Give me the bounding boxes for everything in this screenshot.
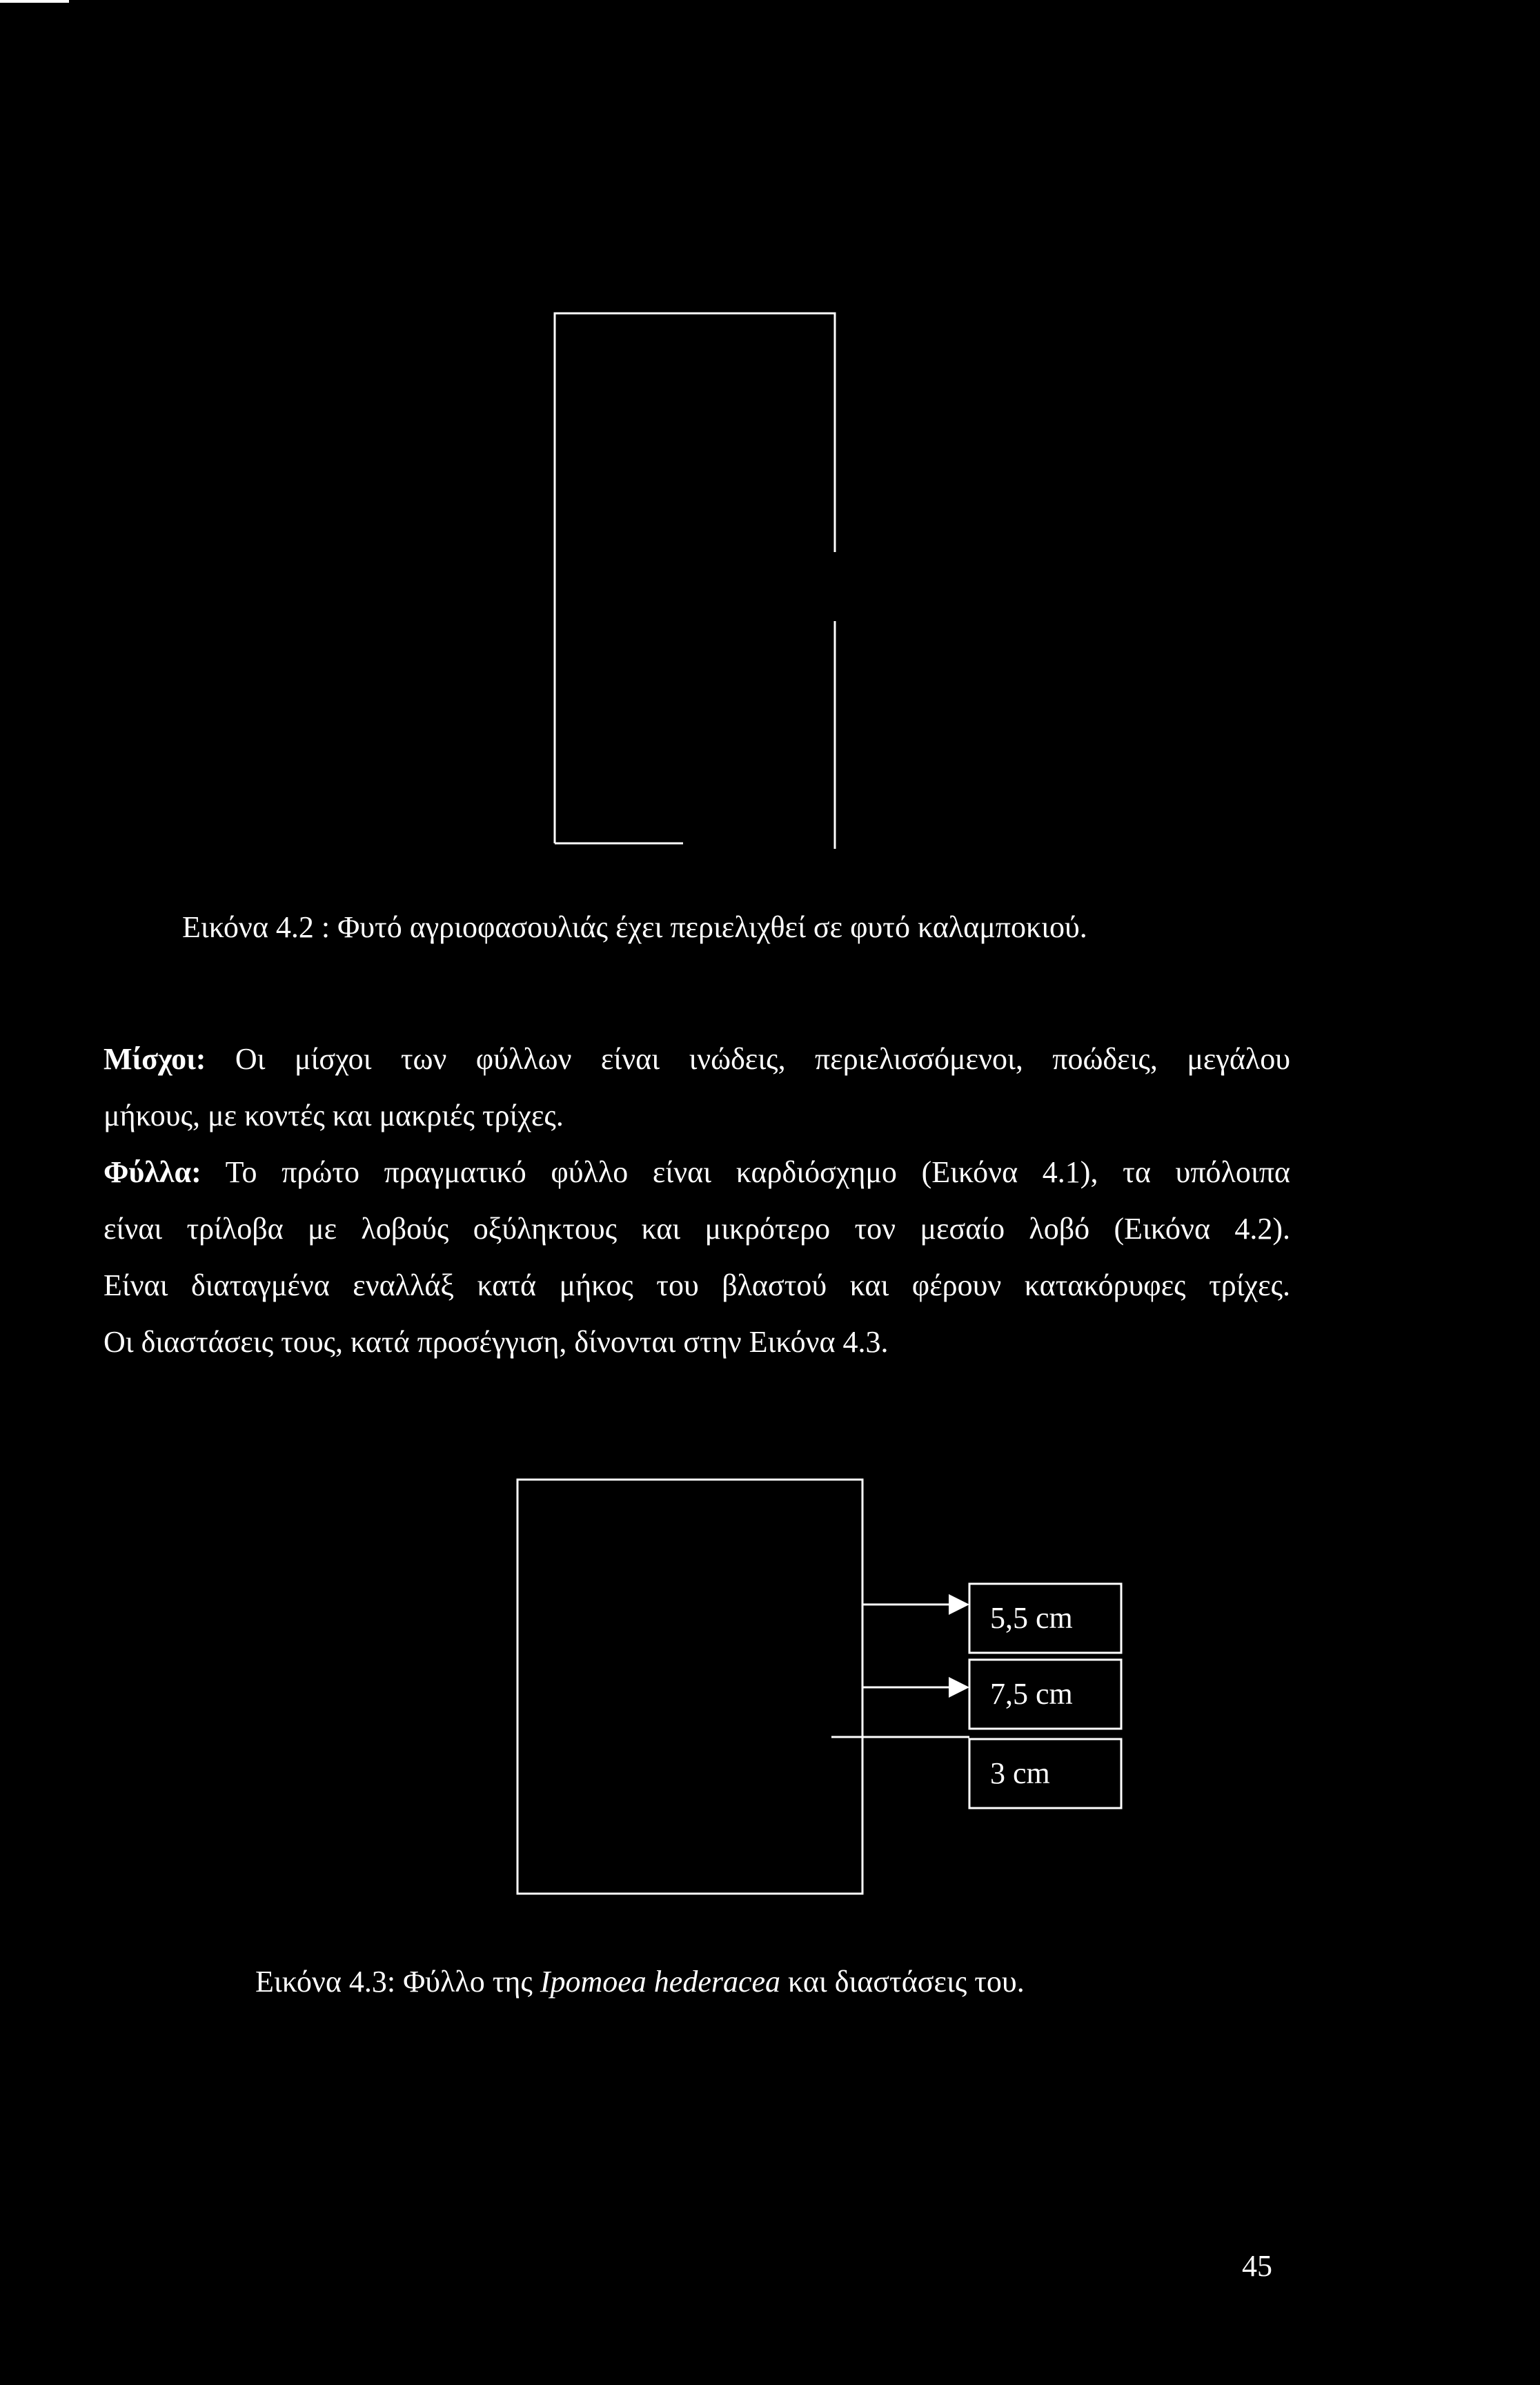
arrow-head-1	[949, 1594, 969, 1615]
petioles-label: Μίσχοι:	[103, 1042, 206, 1076]
petioles-line-2: μήκους, με κοντές και μακριές τρίχες.	[103, 1099, 564, 1132]
callout-line-1	[862, 1604, 949, 1615]
body-text	[103, 1031, 1290, 1371]
leaves-line-1: Φύλλα: Το πρώτο πραγματικό φύλλο είναι καρδιόσχημο (Εικόνα 4.1), τα υπόλοιπα	[103, 1155, 1290, 1189]
leaf-photo-frame	[517, 1480, 862, 1894]
species-name: Ipomoea hederacea	[540, 1965, 781, 1999]
leaves-line-4: Οι διαστάσεις τους, κατά προσέγγιση, δίνονται στην Εικόνα 4.3.	[103, 1325, 889, 1359]
page-number: 45	[1242, 2249, 1272, 2283]
figure-4-2-photo-frame	[552, 311, 842, 849]
leaves-label: Φύλλα:	[103, 1155, 201, 1189]
dimension-label-1: 5,5 cm	[990, 1601, 1073, 1635]
callout-line-2	[862, 1687, 949, 1705]
leaves-line-3: Είναι διαταγμένα εναλλάξ κατά μήκος του βλαστού και φέρουν κατακόρυφες τρίχες.	[103, 1268, 1290, 1302]
arrow-head-2	[949, 1677, 969, 1698]
leaves-line-2: είναι τρίλοβα με λοβούς οξύληκτους και μικρότερο τον μεσαίο λοβό (Εικόνα 4.2).	[103, 1212, 1290, 1246]
figure-4-3-leaf-diagram	[511, 1477, 1132, 1905]
figure-4-2-caption: Εικόνα 4.2 : Φυτό αγριοφασουλιάς έχει περιελιχθεί σε φυτό καλαμποκιού.	[182, 910, 1087, 944]
top-edge-rule	[0, 0, 69, 3]
petioles-line-1: Μίσχοι: Οι μίσχοι των φύλλων είναι ινώδεις, περιελισσόμενοι, ποώδεις, μεγάλου	[103, 1042, 1290, 1076]
figure-4-3-caption: Εικόνα 4.3: Φύλλο της Ipomoea hederacea και διαστάσεις του.	[255, 1965, 1025, 1999]
dimension-label-2: 7,5 cm	[990, 1677, 1073, 1711]
dimension-label-3: 3 cm	[990, 1756, 1050, 1790]
